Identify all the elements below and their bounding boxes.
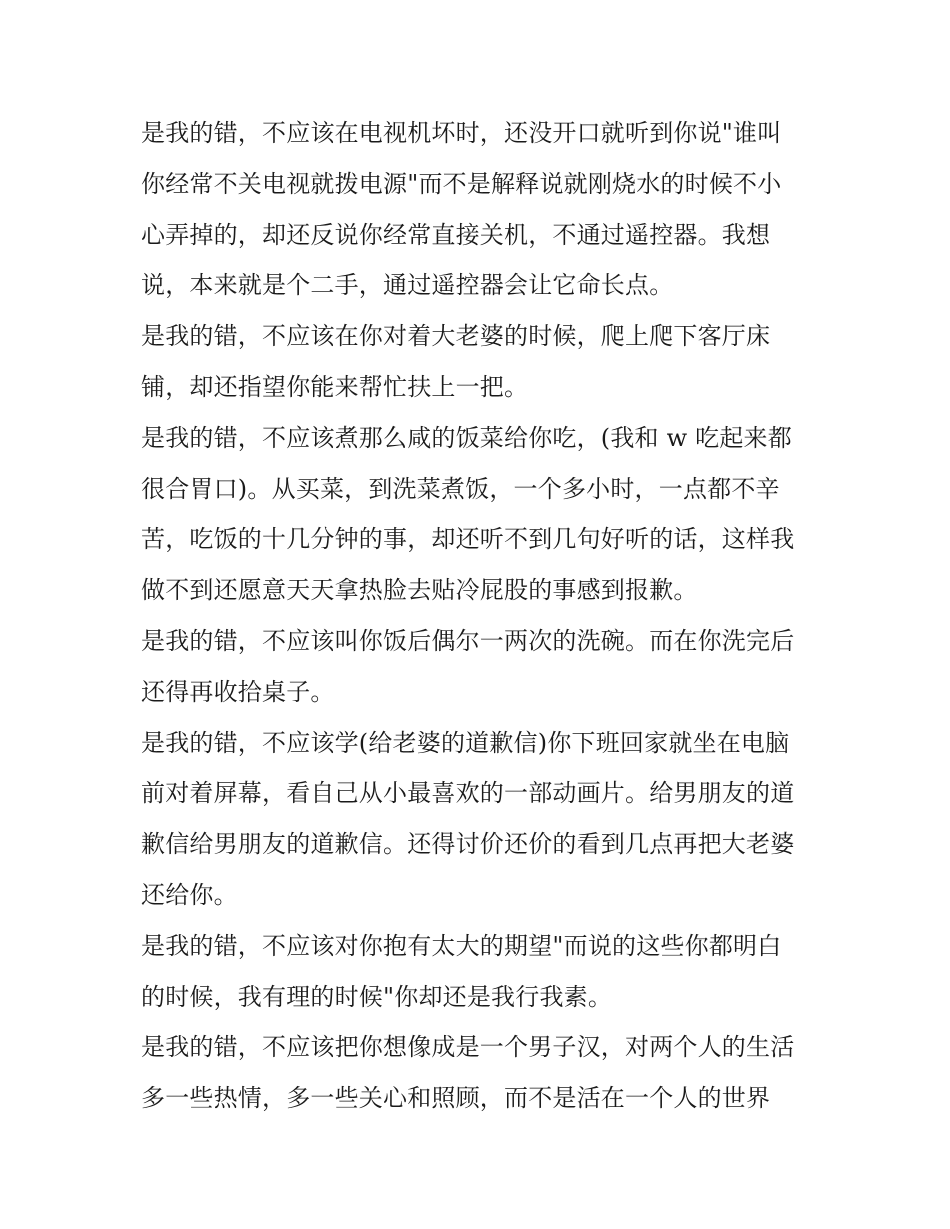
text-line: 你经常不关电视就拨电源"而不是解释说就刚烧水的时候不小 <box>141 169 782 198</box>
text-line: 歉信给男朋友的道歉信。还得讨价还价的看到几点再把大老婆 <box>141 830 795 859</box>
text-line: 说，本来就是个二手，通过遥控器会让它命长点。 <box>141 271 674 300</box>
text-line: 的时候，我有理的时候"你却还是我行我素。 <box>141 982 613 1011</box>
text-line: 是我的错，不应该学(给老婆的道歉信)你下班回家就坐在电脑 <box>141 728 790 757</box>
text-line: 是我的错，不应该叫你饭后偶尔一两次的洗碗。而在你洗完后 <box>141 626 795 655</box>
text-line: 是我的错，不应该把你想像成是一个男子汉，对两个人的生活 <box>141 1033 795 1062</box>
text-line: 是我的错，不应该对你抱有太大的期望"而说的这些你都明白 <box>141 931 782 960</box>
text-line: 铺，却还指望你能来帮忙扶上一把。 <box>141 372 529 401</box>
document-body <box>141 108 813 1124</box>
text-line: 还给你。 <box>141 880 238 909</box>
text-line: 是我的错，不应该煮那么咸的饭菜给你吃，(我和 w 吃起来都 <box>141 423 792 452</box>
text-line: 多一些热情，多一些关心和照顾，而不是活在一个人的世界 <box>141 1084 771 1113</box>
text-line: 苦，吃饭的十几分钟的事，却还听不到几句好听的话，这样我 <box>141 525 795 554</box>
text-line: 是我的错，不应该在你对着大老婆的时候，爬上爬下客厅床 <box>141 322 771 351</box>
text-line: 前对着屏幕，看自己从小最喜欢的一部动画片。给男朋友的道 <box>141 779 795 808</box>
text-line: 是我的错，不应该在电视机坏时，还没开口就听到你说"谁叫 <box>141 119 782 147</box>
text-line: 做不到还愿意天天拿热脸去贴冷屁股的事感到报歉。 <box>141 576 698 605</box>
text-line: 很合胃口)。从买菜，到洗菜煮饭，一个多小时，一点都不辛 <box>141 474 780 503</box>
text-line: 心弄掉的，却还反说你经常直接关机，不通过遥控器。我想 <box>141 220 771 249</box>
text-line: 还得再收拾桌子。 <box>141 677 335 706</box>
